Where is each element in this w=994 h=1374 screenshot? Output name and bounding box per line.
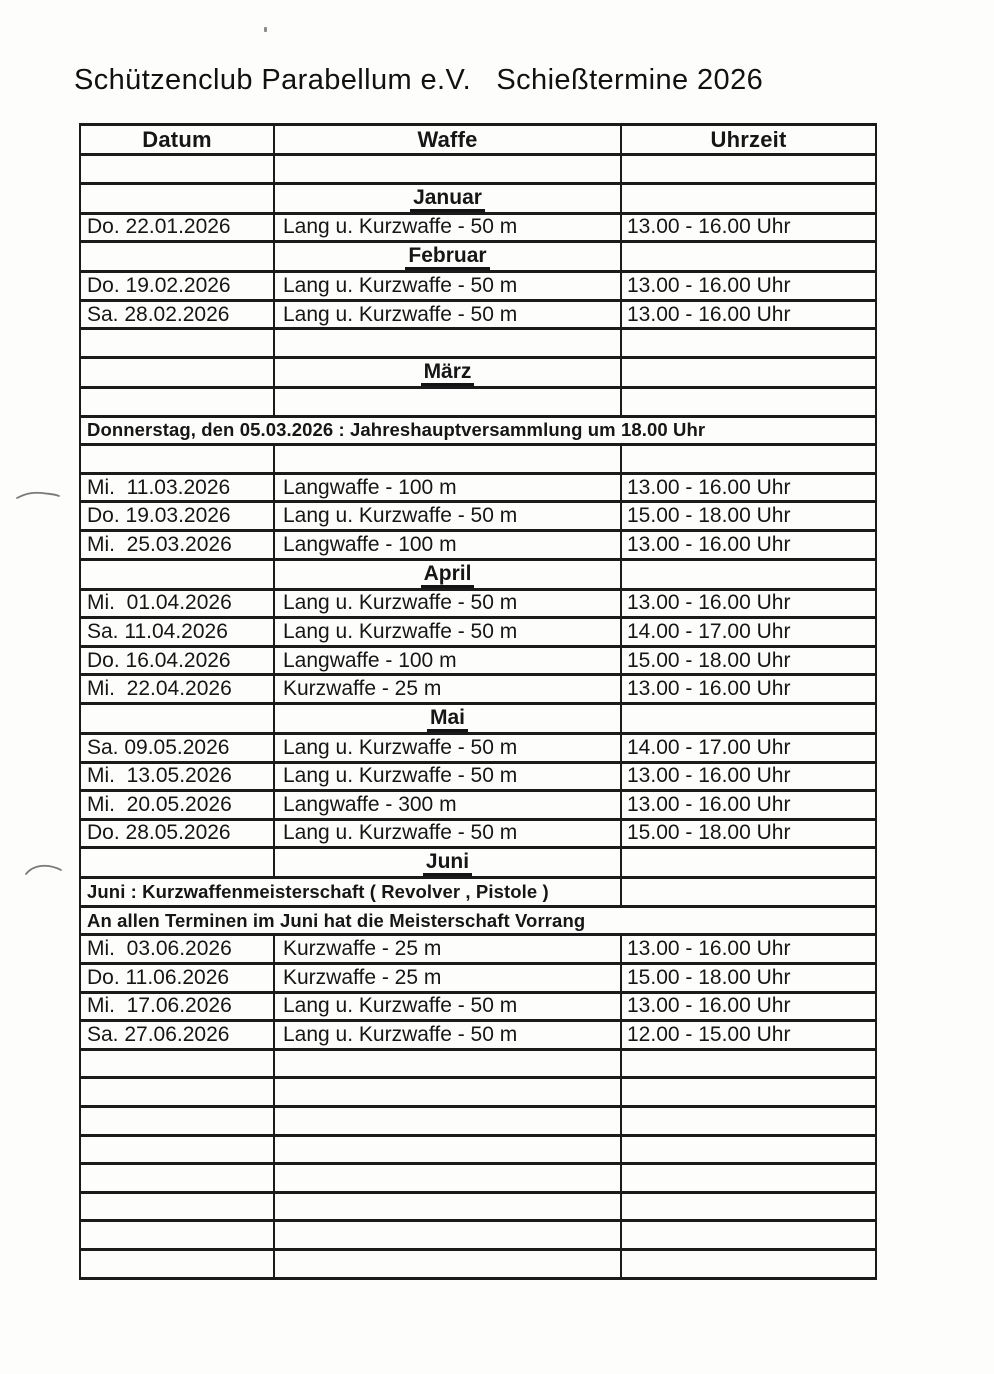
waffe-cell: Kurzwaffe - 25 m xyxy=(274,675,621,704)
waffe-cell xyxy=(274,1221,621,1250)
empty-row xyxy=(80,1164,876,1193)
month-label: Mai xyxy=(427,705,468,732)
schedule-row xyxy=(80,213,876,242)
uhrzeit-cell xyxy=(621,1049,876,1078)
waffe-cell: Langwaffe - 100 m xyxy=(274,473,621,502)
note-row xyxy=(80,906,876,935)
empty-row xyxy=(80,387,876,416)
datum-cell xyxy=(80,357,274,387)
datum-cell: Mi. 01.04.2026 xyxy=(80,589,274,618)
waffe-cell: Langwaffe - 300 m xyxy=(274,791,621,820)
empty-row xyxy=(80,1192,876,1221)
uhrzeit-cell xyxy=(621,878,876,907)
datum-cell xyxy=(80,703,274,733)
note-text: An allen Terminen im Juni hat die Meisterschaft Vorrang xyxy=(80,906,876,935)
waffe-cell xyxy=(274,445,621,474)
schedule-row xyxy=(80,992,876,1021)
uhrzeit-cell: 13.00 - 16.00 Uhr xyxy=(621,473,876,502)
datum-cell: Mi. 20.05.2026 xyxy=(80,791,274,820)
datum-cell xyxy=(80,1107,274,1136)
waffe-cell: Lang u. Kurzwaffe - 50 m xyxy=(274,819,621,848)
schedule-row xyxy=(80,675,876,704)
datum-cell xyxy=(80,387,274,416)
schedule-row xyxy=(80,300,876,329)
waffe-cell xyxy=(274,1078,621,1107)
waffe-cell xyxy=(274,1164,621,1193)
uhrzeit-cell xyxy=(621,329,876,358)
schedule-row xyxy=(80,1021,876,1050)
uhrzeit-cell: 13.00 - 16.00 Uhr xyxy=(621,935,876,964)
empty-row xyxy=(80,155,876,184)
column-header-uhrzeit: Uhrzeit xyxy=(621,125,876,155)
empty-row xyxy=(80,445,876,474)
datum-cell xyxy=(80,1135,274,1164)
uhrzeit-cell xyxy=(621,1135,876,1164)
waffe-cell xyxy=(274,1107,621,1136)
datum-cell: Do. 22.01.2026 xyxy=(80,213,274,242)
waffe-cell: Lang u. Kurzwaffe - 50 m xyxy=(274,213,621,242)
uhrzeit-cell xyxy=(621,155,876,184)
waffe-cell: Kurzwaffe - 25 m xyxy=(274,935,621,964)
waffe-cell xyxy=(274,848,621,878)
month-label: Juni xyxy=(423,849,472,876)
waffe-cell xyxy=(274,357,621,387)
waffe-cell: Lang u. Kurzwaffe - 50 m xyxy=(274,733,621,762)
schedule-row xyxy=(80,502,876,531)
datum-cell: Sa. 11.04.2026 xyxy=(80,618,274,647)
month-header-row xyxy=(80,559,876,589)
uhrzeit-cell: 15.00 - 18.00 Uhr xyxy=(621,964,876,993)
handwritten-mark xyxy=(15,486,61,502)
note-row xyxy=(80,416,876,445)
waffe-cell: Lang u. Kurzwaffe - 50 m xyxy=(274,589,621,618)
empty-row xyxy=(80,1135,876,1164)
waffe-cell xyxy=(274,1192,621,1221)
month-header-row xyxy=(80,848,876,878)
uhrzeit-cell: 13.00 - 16.00 Uhr xyxy=(621,589,876,618)
datum-cell: Sa. 27.06.2026 xyxy=(80,1021,274,1050)
uhrzeit-cell xyxy=(621,1107,876,1136)
datum-cell: Mi. 25.03.2026 xyxy=(80,530,274,559)
uhrzeit-cell xyxy=(621,1221,876,1250)
uhrzeit-cell: 13.00 - 16.00 Uhr xyxy=(621,272,876,301)
uhrzeit-cell xyxy=(621,242,876,272)
empty-row xyxy=(80,1250,876,1279)
schedule-row xyxy=(80,646,876,675)
waffe-cell: Kurzwaffe - 25 m xyxy=(274,964,621,993)
datum-cell xyxy=(80,1221,274,1250)
uhrzeit-cell: 13.00 - 16.00 Uhr xyxy=(621,791,876,820)
note-text: Juni : Kurzwaffenmeisterschaft ( Revolver , Pistole ) xyxy=(80,878,621,907)
datum-cell: Mi. 13.05.2026 xyxy=(80,762,274,791)
uhrzeit-cell: 14.00 - 17.00 Uhr xyxy=(621,733,876,762)
uhrzeit-cell xyxy=(621,559,876,589)
waffe-cell xyxy=(274,703,621,733)
uhrzeit-cell: 13.00 - 16.00 Uhr xyxy=(621,300,876,329)
waffe-cell: Lang u. Kurzwaffe - 50 m xyxy=(274,618,621,647)
empty-row xyxy=(80,1107,876,1136)
uhrzeit-cell: 13.00 - 16.00 Uhr xyxy=(621,992,876,1021)
empty-row xyxy=(80,1049,876,1078)
uhrzeit-cell: 15.00 - 18.00 Uhr xyxy=(621,502,876,531)
datum-cell xyxy=(80,1164,274,1193)
waffe-cell: Langwaffe - 100 m xyxy=(274,530,621,559)
waffe-cell: Langwaffe - 100 m xyxy=(274,646,621,675)
schedule-row xyxy=(80,935,876,964)
schedule-table-body xyxy=(80,155,876,1279)
schedule-row xyxy=(80,473,876,502)
column-header-datum: Datum xyxy=(80,125,274,155)
waffe-cell xyxy=(274,1049,621,1078)
uhrzeit-cell: 13.00 - 16.00 Uhr xyxy=(621,213,876,242)
schedule-row xyxy=(80,733,876,762)
month-label: Januar xyxy=(410,185,485,212)
uhrzeit-cell xyxy=(621,357,876,387)
waffe-cell: Lang u. Kurzwaffe - 50 m xyxy=(274,502,621,531)
schedule-row xyxy=(80,272,876,301)
waffe-cell xyxy=(274,1250,621,1279)
datum-cell xyxy=(80,1250,274,1279)
datum-cell: Do. 28.05.2026 xyxy=(80,819,274,848)
datum-cell xyxy=(80,848,274,878)
datum-cell xyxy=(80,1192,274,1221)
uhrzeit-cell: 12.00 - 15.00 Uhr xyxy=(621,1021,876,1050)
datum-cell: Sa. 28.02.2026 xyxy=(80,300,274,329)
note-text: Donnerstag, den 05.03.2026 : Jahreshauptversammlung um 18.00 Uhr xyxy=(80,416,876,445)
waffe-cell xyxy=(274,183,621,213)
empty-row xyxy=(80,1221,876,1250)
datum-cell: Mi. 22.04.2026 xyxy=(80,675,274,704)
datum-cell xyxy=(80,1049,274,1078)
month-label: März xyxy=(421,359,475,386)
waffe-cell: Lang u. Kurzwaffe - 50 m xyxy=(274,1021,621,1050)
waffe-cell: Lang u. Kurzwaffe - 50 m xyxy=(274,300,621,329)
waffe-cell: Lang u. Kurzwaffe - 50 m xyxy=(274,762,621,791)
schedule-table xyxy=(79,123,877,1280)
waffe-cell xyxy=(274,387,621,416)
datum-cell: Do. 19.02.2026 xyxy=(80,272,274,301)
uhrzeit-cell xyxy=(621,183,876,213)
uhrzeit-cell: 14.00 - 17.00 Uhr xyxy=(621,618,876,647)
waffe-cell: Lang u. Kurzwaffe - 50 m xyxy=(274,272,621,301)
uhrzeit-cell xyxy=(621,703,876,733)
schedule-row xyxy=(80,964,876,993)
schedule-row xyxy=(80,589,876,618)
datum-cell: Mi. 11.03.2026 xyxy=(80,473,274,502)
waffe-cell xyxy=(274,155,621,184)
uhrzeit-cell xyxy=(621,1078,876,1107)
datum-cell xyxy=(80,1078,274,1107)
handwritten-mark xyxy=(23,860,65,878)
datum-cell: Mi. 17.06.2026 xyxy=(80,992,274,1021)
datum-cell: Mi. 03.06.2026 xyxy=(80,935,274,964)
uhrzeit-cell xyxy=(621,1164,876,1193)
month-header-row xyxy=(80,703,876,733)
datum-cell xyxy=(80,183,274,213)
uhrzeit-cell xyxy=(621,1192,876,1221)
datum-cell xyxy=(80,559,274,589)
waffe-cell xyxy=(274,1135,621,1164)
note-row xyxy=(80,878,876,907)
waffe-cell: Lang u. Kurzwaffe - 50 m xyxy=(274,992,621,1021)
uhrzeit-cell xyxy=(621,1250,876,1279)
waffe-cell xyxy=(274,329,621,358)
datum-cell: Do. 11.06.2026 xyxy=(80,964,274,993)
table-header-row xyxy=(80,125,876,155)
column-header-waffe: Waffe xyxy=(274,125,621,155)
empty-row xyxy=(80,329,876,358)
month-header-row xyxy=(80,242,876,272)
empty-row xyxy=(80,1078,876,1107)
datum-cell: Do. 16.04.2026 xyxy=(80,646,274,675)
schedule-row xyxy=(80,791,876,820)
uhrzeit-cell xyxy=(621,848,876,878)
datum-cell xyxy=(80,242,274,272)
waffe-cell xyxy=(274,559,621,589)
document-title: Schützenclub Parabellum e.V. Schießtermine 2026 xyxy=(74,64,764,96)
schedule-row xyxy=(80,618,876,647)
uhrzeit-cell: 15.00 - 18.00 Uhr xyxy=(621,646,876,675)
schedule-row xyxy=(80,819,876,848)
datum-cell xyxy=(80,329,274,358)
uhrzeit-cell: 13.00 - 16.00 Uhr xyxy=(621,675,876,704)
month-label: Februar xyxy=(405,243,489,270)
uhrzeit-cell: 13.00 - 16.00 Uhr xyxy=(621,530,876,559)
schedule-row xyxy=(80,530,876,559)
datum-cell: Sa. 09.05.2026 xyxy=(80,733,274,762)
datum-cell xyxy=(80,155,274,184)
month-header-row xyxy=(80,357,876,387)
schedule-row xyxy=(80,762,876,791)
scan-speck xyxy=(264,27,267,32)
uhrzeit-cell: 13.00 - 16.00 Uhr xyxy=(621,762,876,791)
uhrzeit-cell: 15.00 - 18.00 Uhr xyxy=(621,819,876,848)
uhrzeit-cell xyxy=(621,445,876,474)
month-label: April xyxy=(421,561,475,588)
uhrzeit-cell xyxy=(621,387,876,416)
datum-cell xyxy=(80,445,274,474)
datum-cell: Do. 19.03.2026 xyxy=(80,502,274,531)
month-header-row xyxy=(80,183,876,213)
waffe-cell xyxy=(274,242,621,272)
